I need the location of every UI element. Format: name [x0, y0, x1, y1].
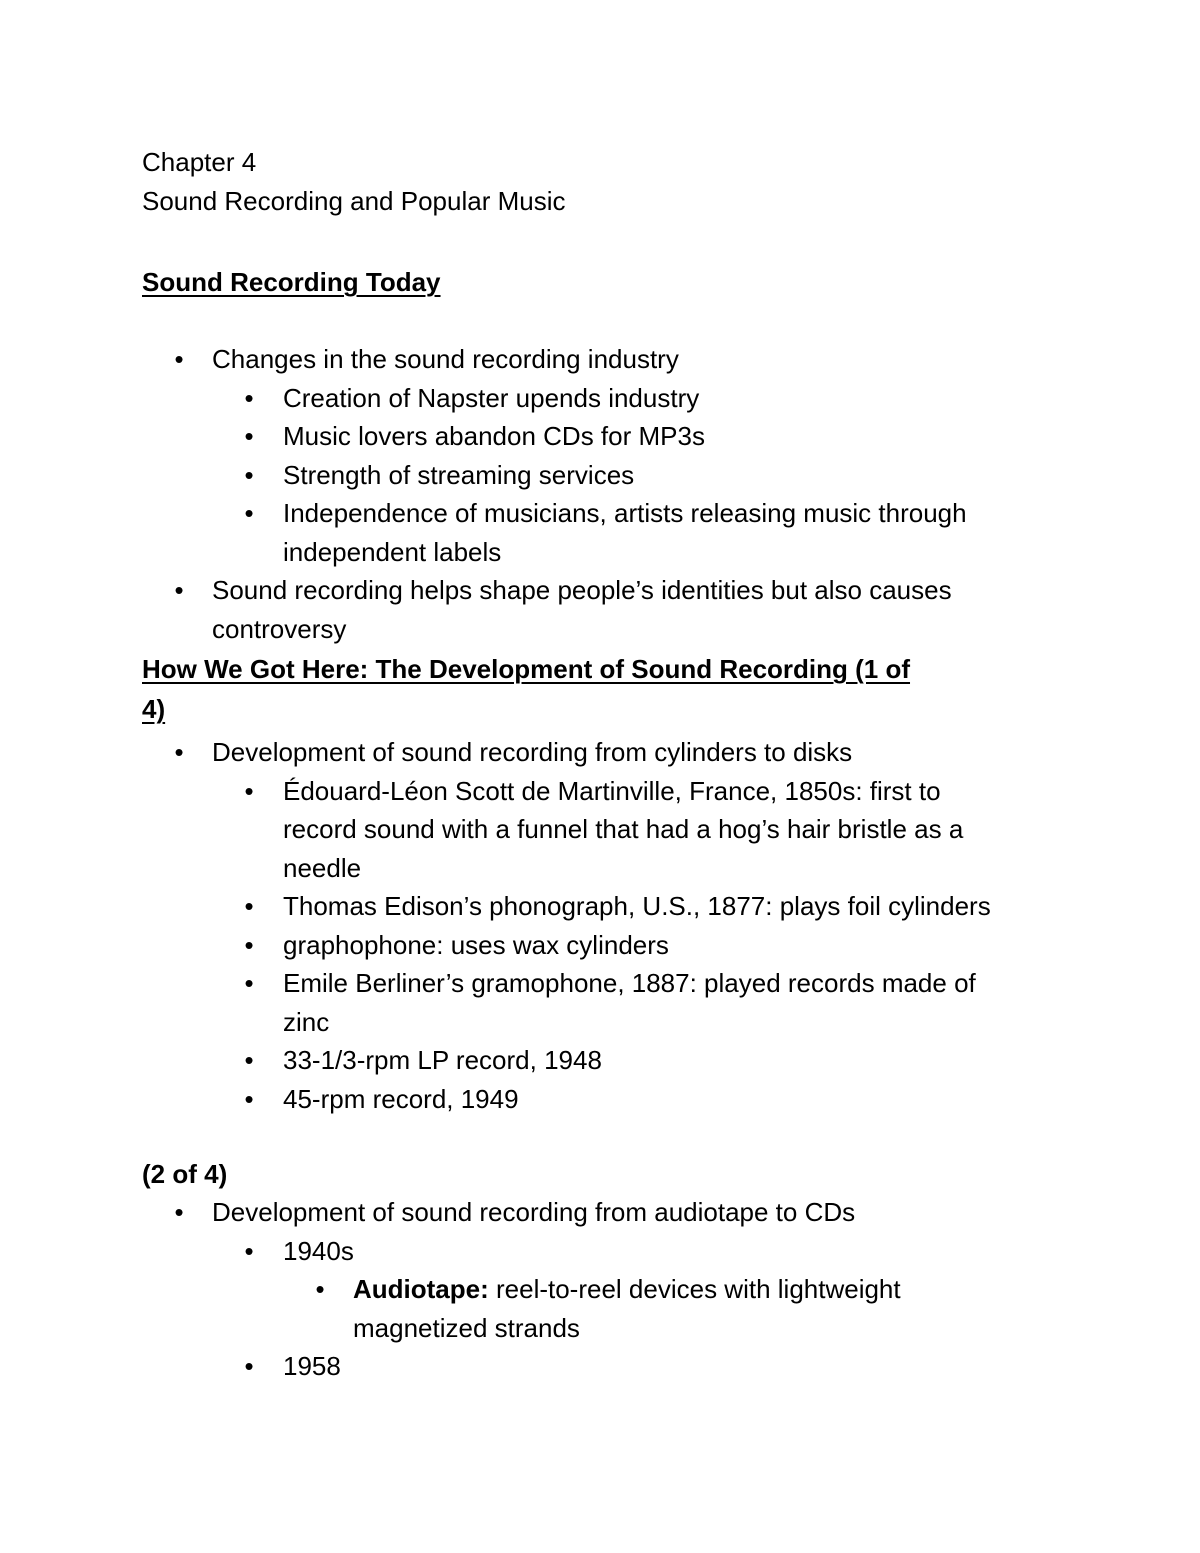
list-item-text: zinc: [283, 1006, 330, 1037]
section-heading-how-we-got-here: How We Got Here: The Development of Sound Recording (1 of: [142, 654, 911, 684]
chapter-label: Chapter 4: [142, 147, 257, 177]
list-item: [0, 571, 1200, 609]
section-heading-how-we-got-here-cont: 4): [142, 694, 166, 724]
list-item-text: [353, 1270, 901, 1309]
list-item-text: graphophone: uses wax cylinders: [283, 929, 669, 960]
list-item-text: 1958: [283, 1351, 341, 1381]
list-item: [0, 340, 1200, 378]
list-item-text: Independence of musicians, artists releasing music through: [283, 498, 967, 528]
list-item-text: 45-rpm record, 1949: [283, 1083, 519, 1114]
list-item-continuation: [0, 610, 1200, 648]
list-item: [0, 733, 1200, 771]
list-item: [0, 887, 1200, 925]
list-item-text: record sound with a funnel that had a hog’s hair bristle as a: [283, 814, 964, 844]
bullet-icon: •: [244, 498, 254, 528]
bullet-icon: •: [244, 1351, 254, 1381]
bullet-icon: •: [315, 1274, 325, 1304]
list-item-text: Édouard-Léon Scott de Martinville, France, 1850s: first to: [283, 775, 941, 806]
list-item-continuation: [0, 1003, 1200, 1041]
list-item-text: Thomas Edison’s phonograph, U.S., 1877: plays foil cylinders: [283, 891, 991, 921]
chapter-subtitle: Sound Recording and Popular Music: [142, 186, 566, 216]
list-item: [0, 772, 1200, 810]
bullet-icon: •: [244, 459, 254, 490]
list-item-text: Creation of Napster upends industry: [283, 382, 700, 413]
list-item: [0, 379, 1200, 417]
list-item-text: 33-1/3-rpm LP record, 1948: [283, 1045, 602, 1075]
list-item: [0, 1041, 1200, 1079]
bullet-icon: •: [244, 1045, 254, 1075]
list-item-text: Strength of streaming services: [283, 459, 635, 490]
bullet-icon: •: [174, 344, 184, 374]
list-item-continuation: [0, 1309, 1200, 1347]
bullet-icon: •: [244, 929, 254, 960]
list-item: [0, 1347, 1200, 1385]
list-item-text: Music lovers abandon CDs for MP3s: [283, 421, 705, 451]
bullet-icon: •: [174, 575, 184, 605]
list-item-text: Emile Berliner’s gramophone, 1887: played records made of: [283, 968, 976, 998]
list-item-continuation: [0, 533, 1200, 571]
list-item: [0, 417, 1200, 455]
list-item-text: independent labels: [283, 536, 502, 567]
bullet-icon: •: [244, 1083, 254, 1114]
list-item: [0, 964, 1200, 1002]
term-label: Audiotape:: [353, 1274, 489, 1304]
list-item-text: 1940s: [283, 1235, 354, 1266]
list-item: [0, 456, 1200, 494]
bullet-icon: •: [244, 968, 254, 998]
list-item-continuation: [0, 849, 1200, 887]
bullet-icon: •: [174, 1197, 184, 1227]
list-item-text: needle: [283, 852, 362, 883]
list-item-text: Development of sound recording from audiotape to CDs: [212, 1197, 856, 1227]
section-heading-2-of-4: (2 of 4): [142, 1159, 228, 1189]
list-item-text: magnetized strands: [353, 1312, 580, 1343]
section-heading-sound-recording-today: Sound Recording Today: [142, 267, 441, 297]
list-item-text: controversy: [212, 613, 347, 644]
list-item: [0, 494, 1200, 532]
list-item-text: Changes in the sound recording industry: [212, 344, 679, 374]
bullet-icon: •: [244, 1235, 254, 1266]
list-item-continuation: [0, 810, 1200, 848]
bullet-icon: •: [244, 421, 254, 451]
bullet-icon: •: [174, 737, 184, 767]
bullet-icon: •: [244, 382, 254, 413]
bullet-icon: •: [244, 775, 254, 806]
bullet-icon: •: [244, 891, 254, 921]
list-item: [0, 926, 1200, 964]
list-item: [0, 1232, 1200, 1270]
term-definition: reel-to-reel devices with lightweight: [488, 1274, 901, 1304]
list-item: [0, 1193, 1200, 1231]
list-item-text: Sound recording helps shape people’s identities but also causes: [212, 575, 952, 605]
list-item-text: Development of sound recording from cylinders to disks: [212, 737, 853, 767]
list-item: [0, 1080, 1200, 1118]
list-item: [0, 1270, 1200, 1308]
